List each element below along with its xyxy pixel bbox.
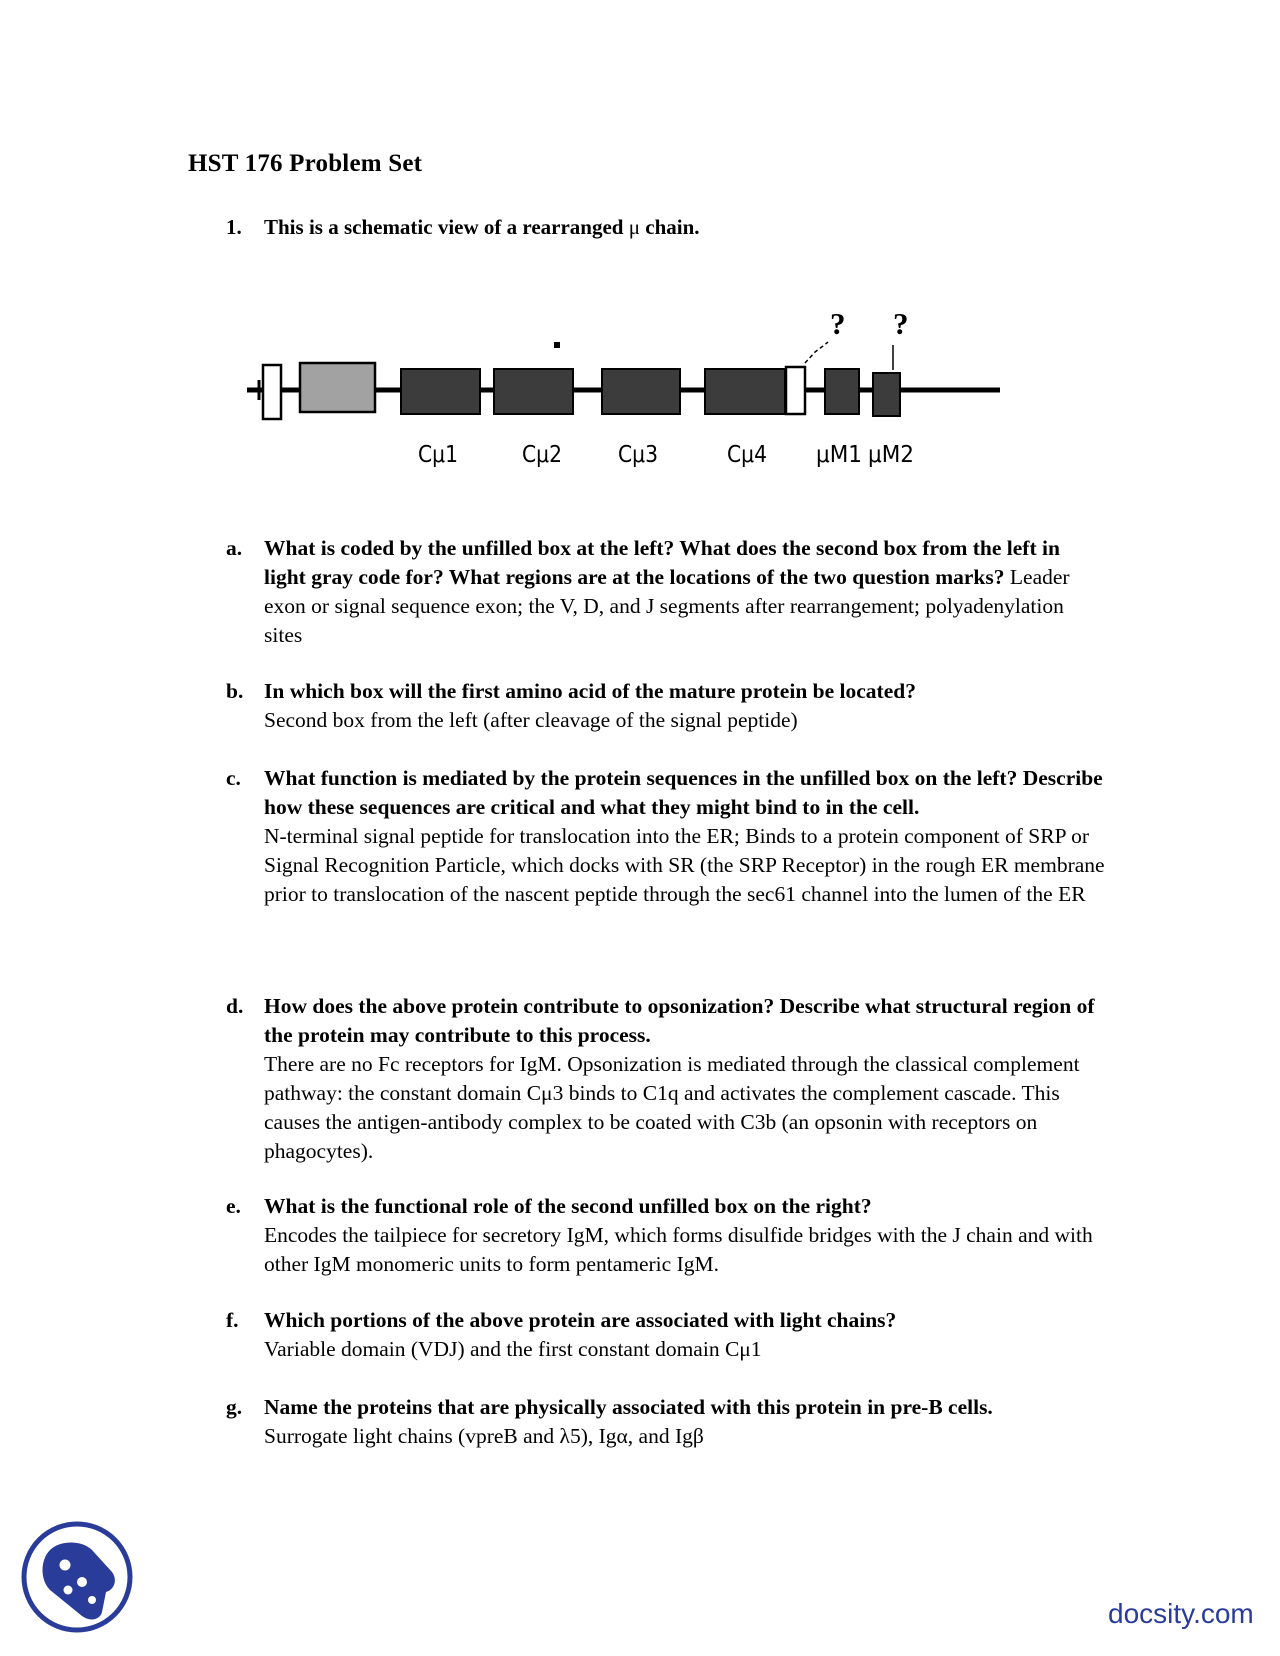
label-cmu2: Cμ2 (522, 442, 562, 468)
leader-exon-box (263, 365, 281, 419)
cmu3-exon-box (602, 369, 680, 414)
item-letter: a. (226, 536, 243, 560)
label-cmu3: Cμ3 (618, 442, 658, 468)
question-text-end: chain. (640, 215, 700, 239)
item-question: What function is mediated by the protein sequences in the unfilled box on the left? Describe how these sequences are critical and what they might bind to in the cell. (264, 766, 1103, 819)
item-d (226, 992, 1106, 1166)
item-letter: g. (226, 1395, 243, 1419)
tailpiece-box (786, 367, 805, 414)
cmu2-exon-box (494, 369, 573, 414)
marker-dot (554, 342, 560, 348)
docsity-logo-icon[interactable] (20, 1520, 134, 1634)
docsity-brand-link[interactable]: docsity.com (1108, 1598, 1254, 1629)
label-mum2: μM2 (868, 442, 914, 468)
question-mark-2: ? (893, 306, 909, 341)
item-c (226, 764, 1106, 909)
page-title: HST 176 Problem Set (188, 150, 423, 177)
item-question: How does the above protein contribute to opsonization? Describe what structural region of the protein may contribute to this process. (264, 994, 1095, 1047)
item-answer: There are no Fc receptors for IgM. Opsonization is mediated through the classical complement pathway: the constant domain Cμ3 binds to C1q and activates the complement cascade. This causes the antigen-antibody complex to be coated with C3b (an opsonin with receptors on phagocytes). (264, 1052, 1080, 1163)
mum1-exon-box (825, 369, 859, 414)
mu-symbol: μ (628, 215, 640, 239)
question-1 (226, 215, 700, 240)
item-answer: Surrogate light chains (vpreB and λ5), Igα, and Igβ (264, 1424, 704, 1448)
question-text: This is a schematic view of a rearranged (264, 215, 624, 239)
item-question: What is the functional role of the second unfilled box on the right? (264, 1194, 872, 1218)
item-letter: e. (226, 1194, 241, 1218)
mu-chain-diagram (0, 0, 1280, 500)
question-mark-1: ? (830, 306, 846, 341)
label-cmu1: Cμ1 (418, 442, 458, 468)
vdj-exon-box (300, 363, 375, 412)
item-answer: Leader exon or signal sequence exon; the V, D, and J segments after rearrangement; polyadenylation sites (264, 565, 1070, 647)
mum2-exon-box (873, 373, 900, 416)
item-answer: Second box from the left (after cleavage of the signal peptide) (264, 708, 798, 732)
item-question: Name the proteins that are physically associated with this protein in pre-B cells. (264, 1395, 993, 1419)
label-cmu4: Cμ4 (727, 442, 767, 468)
item-question: In which box will the first amino acid of the mature protein be located? (264, 679, 916, 703)
item-answer: Variable domain (VDJ) and the first constant domain Cμ1 (264, 1337, 762, 1361)
label-mum1: μM1 (816, 442, 862, 468)
item-b (226, 677, 1106, 735)
item-letter: c. (226, 766, 241, 790)
item-f (226, 1306, 1106, 1364)
item-question: What is coded by the unfilled box at the left? What does the second box from the left in light gray code for? What regions are at the locations of the two question marks? (264, 536, 1060, 589)
item-letter: f. (226, 1308, 239, 1332)
item-question: Which portions of the above protein are associated with light chains? (264, 1308, 897, 1332)
pointer-line-1 (805, 342, 828, 363)
item-g (226, 1393, 1106, 1451)
question-number: 1. (226, 215, 242, 239)
item-letter: b. (226, 679, 244, 703)
item-letter: d. (226, 994, 244, 1018)
item-answer: Encodes the tailpiece for secretory IgM, which forms disulfide bridges with the J chain and with other IgM monomeric units to form pentameric IgM. (264, 1223, 1093, 1276)
item-e (226, 1192, 1106, 1279)
cmu4-exon-box (705, 369, 785, 414)
item-answer: N-terminal signal peptide for translocation into the ER; Binds to a protein component of SRP or Signal Recognition Particle, which docks with SR (the SRP Receptor) in the rough ER membrane prior to translocation of the nascent peptide through the sec61 channel into the lumen of the ER (264, 824, 1105, 906)
cmu1-exon-box (401, 369, 480, 414)
item-a (226, 534, 1106, 650)
